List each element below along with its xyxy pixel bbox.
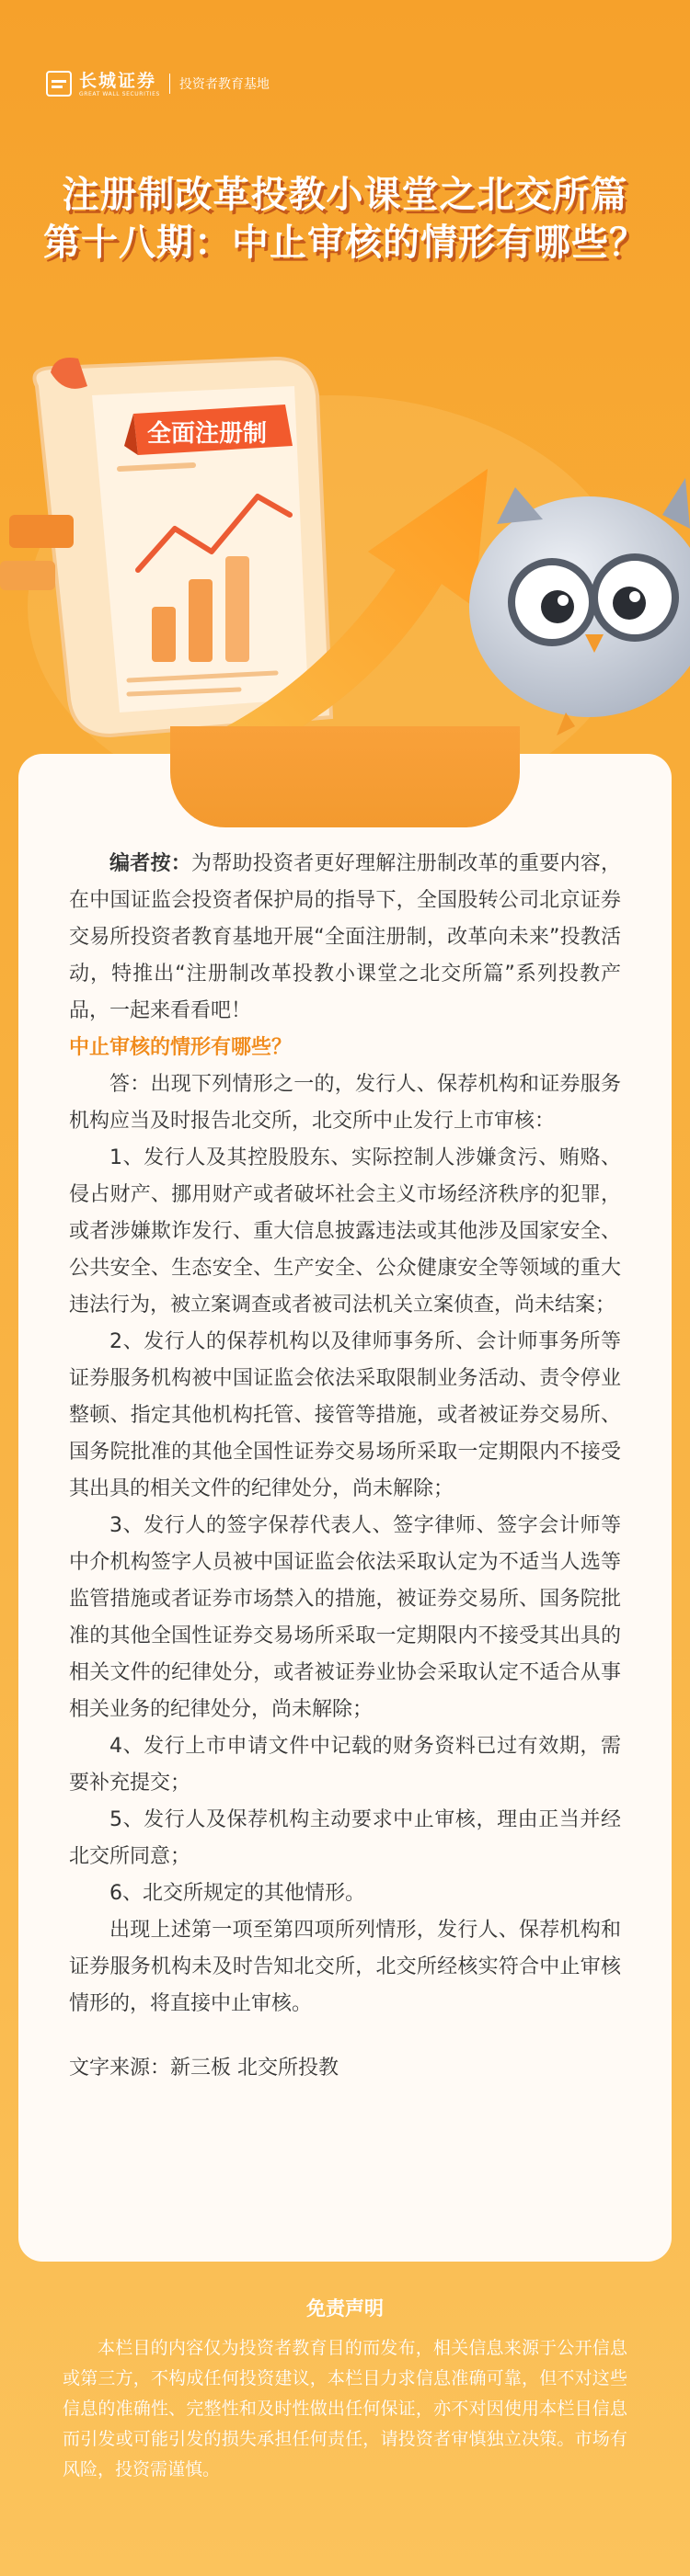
brand-english-name: GREAT WALL SECURITIES: [79, 90, 160, 97]
page-title-line2: 第十八期：中止审核的情形有哪些？: [43, 222, 647, 264]
logo-divider: [169, 74, 170, 94]
question-heading: 中止审核的情形有哪些？: [69, 1036, 293, 1059]
brand-name-block: [79, 71, 160, 97]
editor-note: [69, 846, 621, 1030]
disclaimer-text: 本栏目的内容仅为投资者教育目的而发布，相关信息来源于公开信息或第三方，不构成任何投资建议，本栏目力求信息准确可靠，但不对这些信息的准确性、完整性和及时性做出任何保证，亦不对因使用本栏目信息而引发或可能引发的损失承担任何责任，请投资者审慎独立决策。市场有风险，投资需谨慎。: [63, 2338, 627, 2479]
answer-item-3: 3、发行人的签字保荐代表人、签字律师、签字会计师等中介机构签字人员被中国证监会依法采取认定为不适当人选等监管措施或者证券市场禁入的措施，被证券交易所、国务院批准的其他全国性证券交易场所采取一定期限内不接受其出具的相关文件的纪律处分，或者被证券业协会采取认定不适合从事相关业务的纪律处分，尚未解除；: [69, 1514, 621, 1721]
brand-tagline: 投资者教育基地: [178, 77, 270, 92]
page-title-line1: 注册制改革投教小课堂之北交所篇: [62, 174, 628, 216]
editor-note-text: 为帮助投资者更好理解注册制改革的重要内容，在中国证监会投资者保护局的指导下，全国股转公司北京证券交易所投资者教育基地开展“全面注册制，改革向未来”投教活动，特推出“注册制改革投教小课堂之北交所篇”系列投教产品，一起来看看吧！: [69, 852, 621, 1022]
banner-text: 全面注册制: [147, 420, 268, 448]
answer-item-2: 2、发行人的保荐机构以及律师事务所、会计师事务所等证券服务机构被中国证监会依法采取限制业务活动、责令停业整顿、指定其他机构托管、接管等措施，或者被证券交易所、国务院批准的其他全国性证券交易场所采取一定期限内不接受其出具的相关文件的纪律处分，尚未解除；: [69, 1330, 621, 1500]
answer-paragraph-intro: 答：出现下列情形之一的，发行人、保荐机构和证券服务机构应当及时报告北交所，北交所中止发行上市审核：: [69, 1073, 621, 1133]
great-wall-logo-icon: [46, 71, 72, 97]
brand-name: 长城证券: [79, 70, 157, 91]
disclaimer-section: [63, 2294, 627, 2485]
answer-item-5: 5、发行人及保荐机构主动要求中止审核，理由正当并经北交所同意；: [69, 1808, 621, 1868]
article-body: [69, 846, 621, 2087]
editor-note-label: 编者按：: [109, 852, 191, 875]
card-top-tab: [170, 726, 520, 827]
answer-item-6: 6、北交所规定的其他情形。: [109, 1882, 365, 1905]
answer-conclusion: 出现上述第一项至第四项所列情形，发行人、保荐机构和证券服务机构未及时告知北交所，北交所经核实符合中止审核情形的，将直接中止审核。: [69, 1919, 621, 2015]
text-source: 文字来源：新三板 北交所投教: [69, 2057, 339, 2080]
answer-item-4: 4、发行上市申请文件中记载的财务资料已过有效期，需要补充提交；: [69, 1735, 621, 1795]
answer-item-1: 1、发行人及其控股股东、实际控制人涉嫌贪污、贿赂、侵占财产、挪用财产或者破坏社会主义市场经济秩序的犯罪，或者涉嫌欺诈发行、重大信息披露违法或其他涉及国家安全、公共安全、生态安全、生产安全、公众健康安全等领域的重大违法行为，被立案调查或者被司法机关立案侦查，尚未结案；: [69, 1146, 621, 1316]
disclaimer-title: 免责声明: [306, 2297, 384, 2320]
brand-logo: [46, 66, 270, 101]
